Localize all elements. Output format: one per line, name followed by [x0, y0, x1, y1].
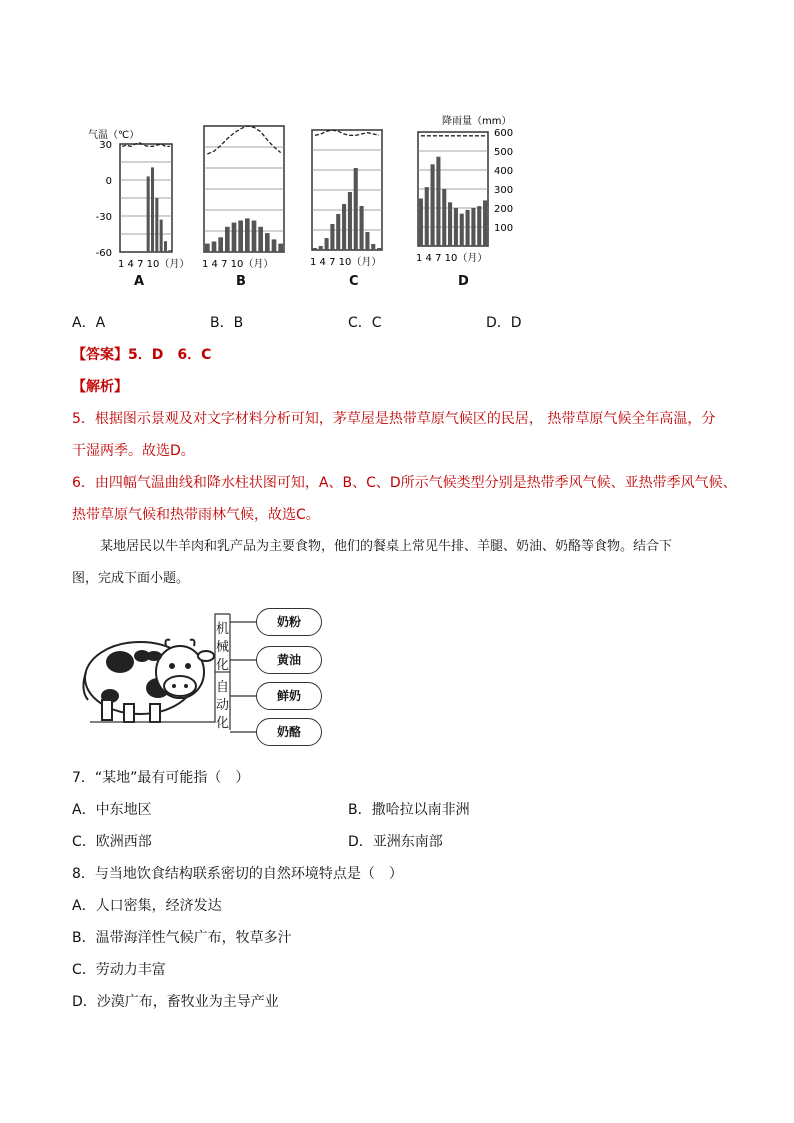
product-milk-powder: 奶粉 [256, 608, 322, 636]
precip-bar [218, 237, 223, 252]
analysis-5-line1: 5．根据图示景观及对文字材料分析可知，茅草屋是热带草原气候区的民居， 热带草原气候全年高温，分 [72, 411, 716, 427]
precip-bar [319, 246, 323, 250]
answer-text: 5．D 6．C [128, 347, 212, 363]
q8-stem: 8．与当地饮食结构联系密切的自然环境特点是（ ） [72, 866, 403, 882]
precip-axis-title: 降雨量（mm） [442, 116, 512, 127]
precip-bar [483, 200, 487, 246]
precip-bar [238, 221, 243, 253]
precip-bar [212, 242, 217, 253]
auto-1: 自 [216, 680, 230, 695]
analysis-6-line2: 热带草原气候和热带雨林气候，故选C。 [72, 507, 320, 523]
option-a: A．A [72, 315, 106, 331]
precip-bar [448, 202, 452, 246]
product-fresh-milk: 鲜奶 [256, 682, 322, 710]
analysis-6-line1: 6．由四幅气温曲线和降水柱状图可知，A、B、C、D所示气候类型分别是热带季风气候、亚热带季风气候、 [72, 475, 737, 491]
precip-bar [252, 221, 257, 253]
chart-label-a: A [134, 274, 145, 289]
month-axis-label: 1 4 7 10（月） [416, 253, 488, 264]
precip-bar [471, 208, 475, 246]
analysis-5-line2: 干湿两季。故选D。 [72, 443, 195, 459]
analysis-tag: 【解析】 [72, 379, 128, 395]
q8-option-c: C．劳动力丰富 [72, 962, 166, 978]
precip-bar [442, 189, 446, 246]
temp-line [207, 126, 280, 154]
precip-tick: 200 [494, 204, 514, 215]
precip-bar [425, 187, 429, 246]
precip-bar [371, 244, 375, 250]
precip-bar [232, 223, 237, 252]
mech-3: 化 [216, 658, 230, 673]
precip-bar [272, 239, 277, 252]
temp-line [315, 130, 379, 135]
precip-tick: 300 [494, 185, 514, 196]
option-b: B．B [210, 315, 244, 331]
precip-bar [278, 244, 283, 252]
chart-label-b: B [236, 274, 246, 289]
precip-bar [377, 248, 381, 250]
auto-2: 动 [216, 698, 230, 713]
passage-line2: 图，完成下面小题。 [72, 571, 190, 586]
precip-bar [265, 233, 270, 252]
temp-tick: 30 [99, 140, 112, 151]
precip-bar [151, 167, 154, 252]
q7-stem: 7．“某地”最有可能指（ ） [72, 770, 250, 786]
precip-bar [436, 157, 440, 246]
precip-bar [466, 210, 470, 246]
q7-option-c: C．欧洲西部 [72, 834, 152, 850]
chart-label-d: D [458, 274, 469, 289]
q7-option-b: B．撒哈拉以南非洲 [348, 802, 470, 818]
precip-tick: 600 [494, 128, 514, 139]
precip-bar [360, 206, 364, 250]
precip-bar [147, 176, 150, 252]
temp-tick: -60 [95, 248, 112, 259]
month-axis-label: 1 4 7 10（月） [310, 257, 382, 268]
temp-tick: 0 [105, 176, 112, 187]
product-cheese: 奶酪 [256, 718, 322, 746]
answer-tag: 【答案】 [72, 347, 128, 363]
auto-3: 化 [216, 716, 230, 731]
precip-bar [365, 232, 369, 250]
q8-option-a: A．人口密集，经济发达 [72, 898, 222, 914]
precip-bar [205, 244, 210, 252]
precip-bar [336, 214, 340, 250]
precip-bar [245, 218, 250, 252]
temp-axis-title: 气温（℃） [88, 130, 140, 141]
precip-bar [330, 224, 334, 250]
precip-bar [454, 208, 458, 246]
month-axis-label: 1 4 7 10（月） [118, 259, 190, 270]
precip-bar [342, 204, 346, 250]
precip-bar [419, 199, 423, 247]
q7-option-d: D．亚洲东南部 [348, 834, 443, 850]
precip-tick: 500 [494, 147, 514, 158]
q8-option-d: D．沙漠广布，畜牧业为主导产业 [72, 994, 279, 1010]
precip-bar [431, 164, 435, 246]
precip-tick: 400 [494, 166, 514, 177]
temp-tick: -30 [95, 212, 112, 223]
q7-option-a: A．中东地区 [72, 802, 152, 818]
precip-bar [168, 250, 171, 252]
climate-charts-svg [80, 112, 540, 292]
precip-bar [477, 206, 481, 246]
precip-tick: 100 [494, 223, 514, 234]
precip-bar [354, 168, 358, 250]
precip-bar [164, 241, 167, 252]
option-d: D．D [486, 315, 522, 331]
precip-bar [460, 214, 464, 246]
chart-label-c: C [349, 274, 359, 289]
precip-bar [325, 238, 329, 250]
answer-line [72, 345, 211, 365]
precip-bar [225, 227, 230, 252]
option-c: C．C [348, 315, 382, 331]
product-butter: 黄油 [256, 646, 322, 674]
precip-bar [258, 227, 263, 252]
precip-bar [155, 198, 158, 252]
month-axis-label: 1 4 7 10（月） [202, 259, 274, 270]
passage-line1: 某地居民以牛羊肉和乳产品为主要食物，他们的餐桌上常见牛排、羊腿、奶油、奶酪等食物。结合下 [100, 539, 673, 554]
mech-1: 机 [216, 622, 230, 637]
mech-2: 械 [216, 640, 230, 655]
precip-bar [313, 248, 317, 250]
precip-bar [160, 220, 163, 252]
q8-option-b: B．温带海洋性气候广布，牧草多汁 [72, 930, 292, 946]
precip-bar [348, 192, 352, 250]
climate-charts [80, 112, 540, 292]
